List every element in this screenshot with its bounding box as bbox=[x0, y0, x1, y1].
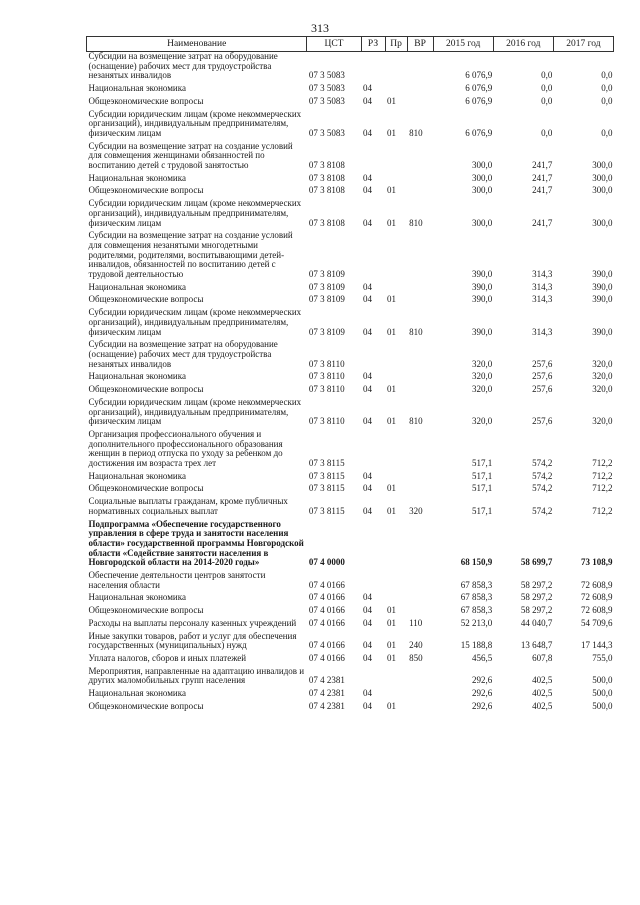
row-rz: 04 bbox=[363, 326, 372, 337]
row-2016: 241,7 bbox=[532, 160, 553, 171]
row-pr bbox=[385, 231, 407, 283]
table-row bbox=[87, 632, 614, 654]
row-vr bbox=[407, 571, 433, 593]
row-2015: 517,1 bbox=[471, 483, 493, 494]
table-row bbox=[87, 430, 614, 472]
row-2015: 292,6 bbox=[471, 700, 493, 711]
row-vr bbox=[407, 430, 433, 472]
row-2017: 755,0 bbox=[592, 652, 613, 663]
row-2016: 574,2 bbox=[532, 505, 553, 516]
header-2017: 2017 год bbox=[553, 37, 613, 52]
row-name: Субсидии на возмещение затрат на создание условий для совмещения незанятыми многодетными родителями, родителями, воспитывающими детей-инвалидов, обязанностей по воспитанию детей с трудовой деятельностью bbox=[88, 230, 293, 280]
row-2017: 72 608,9 bbox=[581, 605, 613, 616]
row-cst: 07 3 8110 bbox=[308, 371, 345, 382]
row-2017: 320,0 bbox=[592, 384, 613, 395]
row-name: Субсидии на возмещение затрат на оборудование (оснащение) рабочих мест для трудоустройства незанятых инвалидов bbox=[88, 51, 278, 81]
header-cst: ЦСТ bbox=[307, 37, 361, 52]
row-2017: 712,2 bbox=[592, 458, 613, 469]
row-vr bbox=[407, 174, 433, 187]
row-cst: 07 3 8115 bbox=[308, 470, 345, 481]
row-rz: 04 bbox=[363, 281, 372, 292]
row-pr bbox=[385, 84, 407, 97]
row-vr bbox=[407, 84, 433, 97]
row-2015: 456,5 bbox=[471, 652, 493, 663]
row-vr bbox=[407, 472, 433, 485]
row-2017: 0,0 bbox=[601, 83, 613, 94]
row-name: Общеэкономические вопросы bbox=[88, 700, 204, 711]
row-vr bbox=[407, 52, 433, 85]
row-2015: 517,1 bbox=[471, 458, 493, 469]
row-2016: 574,2 bbox=[532, 458, 553, 469]
row-vr bbox=[407, 142, 433, 174]
row-2017: 72 608,9 bbox=[581, 579, 613, 590]
row-pr bbox=[385, 667, 407, 689]
row-rz: 04 bbox=[363, 127, 372, 138]
row-name: Общеэкономические вопросы bbox=[88, 294, 204, 305]
row-vr bbox=[407, 484, 433, 497]
row-rz: 04 bbox=[363, 483, 372, 494]
row-2015: 6 076,9 bbox=[465, 95, 493, 106]
row-rz: 04 bbox=[363, 700, 372, 711]
row-2016: 58 297,2 bbox=[520, 605, 553, 616]
row-rz bbox=[361, 52, 385, 85]
table-row bbox=[87, 702, 614, 715]
row-cst: 07 4 0166 bbox=[308, 617, 345, 628]
row-rz bbox=[361, 520, 385, 572]
row-cst: 07 3 5083 bbox=[308, 83, 345, 94]
row-2015: 300,0 bbox=[471, 172, 493, 183]
row-2017: 300,0 bbox=[592, 172, 613, 183]
row-2015: 52 213,0 bbox=[460, 617, 493, 628]
row-rz: 04 bbox=[363, 384, 372, 395]
row-vr: 810 bbox=[409, 416, 423, 427]
row-vr bbox=[407, 593, 433, 606]
row-cst: 07 4 2381 bbox=[308, 700, 345, 711]
row-2016: 402,5 bbox=[532, 675, 553, 686]
row-2017: 390,0 bbox=[592, 326, 613, 337]
table-row bbox=[87, 398, 614, 430]
row-2017: 500,0 bbox=[592, 675, 613, 686]
row-2016: 241,7 bbox=[532, 172, 553, 183]
row-cst: 07 4 0166 bbox=[308, 652, 345, 663]
row-pr: 01 bbox=[387, 640, 397, 651]
row-name: Национальная экономика bbox=[88, 470, 186, 481]
row-2015: 320,0 bbox=[471, 384, 493, 395]
row-2016: 257,6 bbox=[532, 416, 553, 427]
row-vr: 810 bbox=[409, 217, 423, 228]
row-pr bbox=[385, 689, 407, 702]
row-name: Субсидии юридическим лицам (кроме некоммерческих организаций), индивидуальным предпринимателям, физическим лицам bbox=[88, 396, 302, 427]
row-2015: 67 858,3 bbox=[460, 579, 493, 590]
row-2016: 257,6 bbox=[532, 358, 553, 369]
table-header bbox=[87, 37, 614, 52]
row-name: Общеэкономические вопросы bbox=[88, 95, 204, 106]
row-2016: 58 297,2 bbox=[520, 592, 553, 603]
row-name: Социальные выплаты гражданам, кроме публичных нормативных социальных выплат bbox=[88, 496, 288, 516]
table-row bbox=[87, 571, 614, 593]
row-cst: 07 3 5083 bbox=[308, 95, 345, 106]
row-rz: 04 bbox=[363, 416, 372, 427]
row-cst: 07 4 0166 bbox=[308, 640, 345, 651]
row-vr bbox=[407, 667, 433, 689]
row-cst: 07 3 8115 bbox=[308, 458, 345, 469]
row-pr bbox=[385, 571, 407, 593]
row-vr: 850 bbox=[409, 652, 423, 663]
row-cst: 07 3 8108 bbox=[308, 185, 345, 196]
row-2015: 390,0 bbox=[471, 294, 493, 305]
row-rz bbox=[361, 667, 385, 689]
row-name: Обеспечение деятельности центров занятости населения области bbox=[88, 570, 266, 590]
row-cst: 07 4 0166 bbox=[308, 592, 345, 603]
table-row bbox=[87, 199, 614, 231]
row-pr bbox=[385, 430, 407, 472]
row-vr bbox=[407, 97, 433, 110]
page-number: 313 bbox=[311, 21, 329, 35]
row-vr bbox=[407, 340, 433, 372]
row-2015: 517,1 bbox=[471, 505, 493, 516]
row-2016: 402,5 bbox=[532, 688, 553, 699]
row-2017: 390,0 bbox=[592, 294, 613, 305]
row-2016: 0,0 bbox=[541, 127, 553, 138]
row-rz: 04 bbox=[363, 470, 372, 481]
row-vr bbox=[407, 385, 433, 398]
row-cst: 07 3 8109 bbox=[308, 294, 345, 305]
row-name: Национальная экономика bbox=[88, 83, 186, 94]
row-cst: 07 4 0000 bbox=[308, 557, 345, 568]
row-name: Общеэкономические вопросы bbox=[88, 483, 204, 494]
row-2015: 6 076,9 bbox=[465, 70, 493, 81]
row-cst: 07 3 8115 bbox=[308, 505, 345, 516]
row-2016: 574,2 bbox=[532, 483, 553, 494]
row-pr: 01 bbox=[387, 217, 397, 228]
row-name: Субсидии юридическим лицам (кроме некоммерческих организаций), индивидуальным предпринимателям, физическим лицам bbox=[88, 307, 302, 337]
row-pr bbox=[385, 52, 407, 85]
table-body bbox=[87, 52, 614, 715]
row-rz: 04 bbox=[363, 371, 372, 382]
row-2017: 300,0 bbox=[592, 160, 613, 171]
row-2017: 712,2 bbox=[592, 505, 613, 516]
budget-table bbox=[86, 36, 614, 714]
row-vr: 240 bbox=[409, 640, 423, 651]
row-vr bbox=[407, 520, 433, 572]
row-name: Общеэкономические вопросы bbox=[88, 185, 204, 196]
row-2015: 390,0 bbox=[471, 269, 493, 280]
row-pr: 01 bbox=[387, 326, 397, 337]
row-vr bbox=[407, 295, 433, 308]
row-pr: 01 bbox=[387, 652, 397, 663]
row-cst: 07 3 5083 bbox=[308, 127, 345, 138]
row-rz bbox=[361, 430, 385, 472]
row-2016: 314,3 bbox=[532, 269, 553, 280]
row-rz: 04 bbox=[363, 95, 372, 106]
table-row bbox=[87, 97, 614, 110]
row-rz bbox=[361, 142, 385, 174]
row-name: Субсидии юридическим лицам (кроме некоммерческих организаций), индивидуальным предпринимателям, физическим лицам bbox=[88, 198, 302, 228]
table-row bbox=[87, 308, 614, 340]
row-cst: 07 3 8115 bbox=[308, 483, 345, 494]
table-row bbox=[87, 385, 614, 398]
row-2016: 257,6 bbox=[532, 384, 553, 395]
row-2017: 712,2 bbox=[592, 483, 613, 494]
row-2015: 517,1 bbox=[471, 470, 493, 481]
row-2015: 292,6 bbox=[471, 675, 493, 686]
row-2015: 67 858,3 bbox=[460, 605, 493, 616]
row-2015: 300,0 bbox=[471, 217, 493, 228]
row-2015: 320,0 bbox=[471, 416, 493, 427]
row-vr bbox=[407, 702, 433, 715]
row-vr: 810 bbox=[409, 326, 423, 337]
row-name: Национальная экономика bbox=[88, 281, 186, 292]
table-row bbox=[87, 84, 614, 97]
row-2015: 6 076,9 bbox=[465, 127, 493, 138]
table-row bbox=[87, 619, 614, 632]
row-2015: 300,0 bbox=[471, 160, 493, 171]
row-pr: 01 bbox=[387, 605, 397, 616]
row-cst: 07 3 8110 bbox=[308, 416, 345, 427]
row-rz: 04 bbox=[363, 83, 372, 94]
row-2016: 314,3 bbox=[532, 294, 553, 305]
row-2016: 0,0 bbox=[541, 70, 553, 81]
row-name: Национальная экономика bbox=[88, 592, 186, 603]
row-2017: 320,0 bbox=[592, 416, 613, 427]
row-name: Уплата налогов, сборов и иных платежей bbox=[88, 652, 247, 663]
row-2015: 320,0 bbox=[471, 371, 493, 382]
row-rz: 04 bbox=[363, 592, 372, 603]
row-vr: 110 bbox=[409, 617, 423, 628]
row-2017: 300,0 bbox=[592, 185, 613, 196]
row-vr bbox=[407, 186, 433, 199]
row-rz: 04 bbox=[363, 652, 372, 663]
row-cst: 07 4 2381 bbox=[308, 675, 345, 686]
row-2017: 320,0 bbox=[592, 358, 613, 369]
row-2017: 500,0 bbox=[592, 700, 613, 711]
row-name: Субсидии на возмещение затрат на оборудование (оснащение) рабочих мест для трудоустройства незанятых инвалидов bbox=[88, 339, 278, 369]
row-2016: 257,6 bbox=[532, 371, 553, 382]
row-cst: 07 3 8109 bbox=[308, 269, 345, 280]
row-cst: 07 3 8108 bbox=[308, 217, 345, 228]
row-vr: 810 bbox=[409, 127, 423, 138]
row-cst: 07 3 8109 bbox=[308, 326, 345, 337]
row-pr bbox=[385, 520, 407, 572]
table-row bbox=[87, 689, 614, 702]
row-2017: 0,0 bbox=[601, 95, 613, 106]
row-name: Общеэкономические вопросы bbox=[88, 384, 204, 395]
row-2015: 292,6 bbox=[471, 688, 493, 699]
row-pr: 01 bbox=[387, 700, 397, 711]
row-pr bbox=[385, 142, 407, 174]
header-vr: ВР bbox=[407, 37, 433, 52]
row-2017: 320,0 bbox=[592, 371, 613, 382]
row-pr: 01 bbox=[387, 95, 397, 106]
row-2015: 67 858,3 bbox=[460, 592, 493, 603]
row-vr bbox=[407, 283, 433, 296]
row-2017: 712,2 bbox=[592, 470, 613, 481]
row-cst: 07 3 8109 bbox=[308, 281, 345, 292]
row-2017: 0,0 bbox=[601, 70, 613, 81]
row-name: Субсидии на возмещение затрат на создание условий для совмещения женщинами обязанностей по воспитанию детей с трудовой занятостью bbox=[88, 140, 293, 171]
row-name: Иные закупки товаров, работ и услуг для обеспечения государственных (муниципальных) нужд bbox=[88, 630, 297, 651]
row-2016: 44 040,7 bbox=[520, 617, 553, 628]
row-pr: 01 bbox=[387, 294, 397, 305]
row-pr: 01 bbox=[387, 617, 397, 628]
table-row bbox=[87, 606, 614, 619]
row-pr: 01 bbox=[387, 127, 397, 138]
row-cst: 07 4 2381 bbox=[308, 688, 345, 699]
table-row bbox=[87, 497, 614, 519]
row-2016: 13 648,7 bbox=[520, 640, 553, 651]
row-name: Национальная экономика bbox=[88, 172, 186, 183]
header-name: Наименование bbox=[87, 37, 307, 52]
row-rz: 04 bbox=[363, 605, 372, 616]
row-pr: 01 bbox=[387, 416, 397, 427]
row-name: Национальная экономика bbox=[88, 688, 186, 699]
table-row bbox=[87, 667, 614, 689]
row-2017: 73 108,9 bbox=[581, 557, 613, 568]
row-2017: 390,0 bbox=[592, 269, 613, 280]
row-pr: 01 bbox=[387, 483, 397, 494]
row-2016: 402,5 bbox=[532, 700, 553, 711]
row-pr: 01 bbox=[387, 384, 397, 395]
row-name: Субсидии юридическим лицам (кроме некоммерческих организаций), индивидуальным предпринимателям, физическим лицам bbox=[88, 108, 302, 138]
row-pr: 01 bbox=[387, 505, 397, 516]
header-2016: 2016 год bbox=[493, 37, 553, 52]
row-2016: 314,3 bbox=[532, 281, 553, 292]
row-2016: 0,0 bbox=[541, 95, 553, 106]
row-rz: 04 bbox=[363, 505, 372, 516]
row-2017: 72 608,9 bbox=[581, 592, 613, 603]
row-rz: 04 bbox=[363, 294, 372, 305]
row-rz: 04 bbox=[363, 617, 372, 628]
row-rz: 04 bbox=[363, 185, 372, 196]
row-2016: 574,2 bbox=[532, 470, 553, 481]
row-vr bbox=[407, 689, 433, 702]
row-vr bbox=[407, 606, 433, 619]
row-name: Расходы на выплаты персоналу казенных учреждений bbox=[88, 617, 297, 628]
row-cst: 07 4 0166 bbox=[308, 579, 345, 590]
row-cst: 07 3 8108 bbox=[308, 172, 345, 183]
row-rz: 04 bbox=[363, 640, 372, 651]
row-2016: 241,7 bbox=[532, 217, 553, 228]
row-vr bbox=[407, 372, 433, 385]
row-2017: 500,0 bbox=[592, 688, 613, 699]
row-2017: 0,0 bbox=[601, 127, 613, 138]
row-2015: 68 150,9 bbox=[460, 557, 493, 568]
row-rz: 04 bbox=[363, 688, 372, 699]
header-rz: РЗ bbox=[361, 37, 385, 52]
row-cst: 07 4 0166 bbox=[308, 605, 345, 616]
row-2016: 241,7 bbox=[532, 185, 553, 196]
row-2017: 17 144,3 bbox=[581, 640, 613, 651]
row-2016: 58 297,2 bbox=[520, 579, 553, 590]
table-row bbox=[87, 654, 614, 667]
row-vr: 320 bbox=[409, 505, 423, 516]
row-2017: 390,0 bbox=[592, 281, 613, 292]
row-pr: 01 bbox=[387, 185, 397, 196]
row-cst: 07 3 8108 bbox=[308, 160, 345, 171]
row-2016: 607,8 bbox=[532, 652, 553, 663]
header-pr: Пр bbox=[385, 37, 407, 52]
table-row bbox=[87, 110, 614, 142]
table-row bbox=[87, 52, 614, 85]
table-row bbox=[87, 142, 614, 174]
table-row bbox=[87, 340, 614, 372]
row-2016: 58 699,7 bbox=[520, 557, 553, 568]
row-2017: 54 709,6 bbox=[581, 617, 613, 628]
row-rz bbox=[361, 340, 385, 372]
row-cst: 07 3 8110 bbox=[308, 384, 345, 395]
row-rz bbox=[361, 231, 385, 283]
row-pr bbox=[385, 340, 407, 372]
row-rz: 04 bbox=[363, 217, 372, 228]
row-2015: 390,0 bbox=[471, 326, 493, 337]
row-cst: 07 3 8110 bbox=[308, 358, 345, 369]
row-name: Подпрограмма «Обеспечение государственного управления в сфере труда и занятости населения области» государственной программы Новгородской области «Содействие занятости населения в Новгородской области на 2014-2020 годы» bbox=[88, 518, 304, 568]
header-2015: 2015 год bbox=[433, 37, 493, 52]
row-2016: 0,0 bbox=[541, 83, 553, 94]
row-2016: 314,3 bbox=[532, 326, 553, 337]
row-vr bbox=[407, 231, 433, 283]
row-rz: 04 bbox=[363, 172, 372, 183]
table-row bbox=[87, 520, 614, 572]
row-name: Общеэкономические вопросы bbox=[88, 605, 204, 616]
header-row bbox=[87, 37, 614, 52]
row-2015: 320,0 bbox=[471, 358, 493, 369]
row-name: Мероприятия, направленные на адаптацию инвалидов и других маломобильных групп населения bbox=[88, 665, 305, 686]
row-name: Национальная экономика bbox=[88, 371, 186, 382]
row-2015: 300,0 bbox=[471, 185, 493, 196]
table-row bbox=[87, 231, 614, 283]
row-2015: 390,0 bbox=[471, 281, 493, 292]
row-2015: 6 076,9 bbox=[465, 83, 493, 94]
row-cst: 07 3 5083 bbox=[308, 70, 345, 81]
row-2017: 300,0 bbox=[592, 217, 613, 228]
row-2015: 15 188,8 bbox=[460, 640, 493, 651]
row-name: Организация профессионального обучения и дополнительного профессионального образования женщин в период отпуска по уходу за ребенком до достижения им возраста трех лет bbox=[88, 428, 283, 469]
row-rz bbox=[361, 571, 385, 593]
